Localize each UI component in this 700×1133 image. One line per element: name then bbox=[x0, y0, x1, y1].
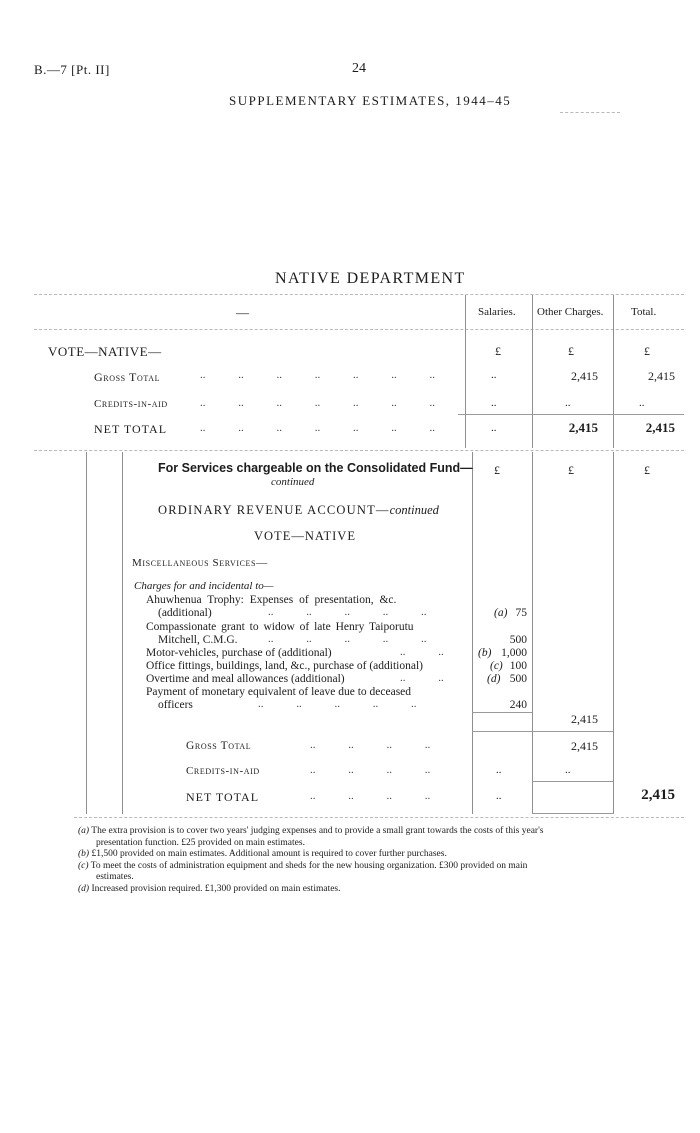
summary-net-total-label: NET TOTAL bbox=[94, 422, 168, 436]
currency-salaries: £ bbox=[495, 344, 501, 358]
footnote-mark: (a) bbox=[78, 826, 90, 836]
summary-gross-total-label: Gross Total bbox=[94, 370, 161, 384]
footnote-mark: (d) bbox=[78, 883, 90, 894]
leader-dots: .. .. .. .. .. .. .. bbox=[200, 369, 435, 381]
leader-dots: .. .. .. .. bbox=[310, 764, 431, 776]
vote-label: VOTE—NATIVE— bbox=[48, 344, 162, 359]
table-top-rule bbox=[34, 294, 684, 295]
vote-heading: VOTE—NATIVE bbox=[254, 529, 356, 543]
summary-credits-total: .. bbox=[639, 397, 645, 409]
leader-dots: .. .. .. .. bbox=[310, 739, 431, 751]
leader-dots: .. .. bbox=[400, 672, 444, 684]
leader-dots: .. .. .. .. .. .. .. bbox=[200, 397, 435, 409]
page-number: 24 bbox=[352, 61, 366, 76]
running-title: SUPPLEMENTARY ESTIMATES, 1944–45 bbox=[229, 93, 512, 108]
detail-outer-left-border bbox=[86, 452, 87, 814]
item-compassionate-grant: Compassionate grant to widow of late Henry Taiporutu bbox=[146, 621, 414, 633]
document-reference: B.—7 [Pt. II] bbox=[34, 62, 110, 77]
summary-bottom-rule bbox=[34, 450, 684, 451]
detail-heading-continued: continued bbox=[271, 476, 315, 488]
section-heading: Miscellaneous Services— bbox=[132, 557, 268, 569]
items-subtotal: 2,415 bbox=[571, 712, 598, 726]
leader-dots: .. .. .. .. bbox=[310, 790, 431, 802]
summary-net-other: 2,415 bbox=[568, 420, 598, 435]
footnote-c bbox=[78, 861, 688, 873]
detail-net-salaries: .. bbox=[496, 790, 502, 802]
footnote-text: Increased provision required. £1,300 provided on main estimates. bbox=[91, 883, 341, 894]
leader-dots: .. .. bbox=[400, 646, 444, 658]
summary-credits-salaries: .. bbox=[491, 397, 497, 409]
leader-dots: .. .. .. .. .. .. .. bbox=[200, 422, 435, 434]
column-header-other-charges: Other Charges. bbox=[537, 306, 604, 318]
net-total-rule-upper bbox=[532, 781, 613, 782]
detail-currency-other: £ bbox=[568, 463, 574, 477]
footnote-ref-a: (a) bbox=[494, 607, 508, 619]
item-amount: 500 bbox=[509, 634, 527, 646]
currency-other: £ bbox=[568, 344, 574, 358]
column-header-total: Total. bbox=[631, 306, 657, 318]
account-heading-text: ORDINARY REVENUE ACCOUNT— bbox=[158, 503, 390, 517]
detail-credits-salaries: .. bbox=[496, 764, 502, 776]
detail-divider-salaries bbox=[472, 452, 473, 814]
item-ahuwhenua-trophy-cont: (additional) bbox=[158, 607, 212, 619]
detail-divider-other bbox=[532, 452, 533, 814]
item-amount: 1,000 bbox=[501, 647, 527, 659]
detail-currency-salaries: £ bbox=[494, 463, 500, 477]
detail-credits-label: Credits-in-aid bbox=[186, 765, 260, 777]
item-motor-vehicles: Motor-vehicles, purchase of (additional) bbox=[146, 647, 332, 659]
summary-credits-label: Credits-in-aid bbox=[94, 398, 168, 410]
footnote-ref-b: (b) bbox=[478, 647, 492, 659]
table-header-rule bbox=[34, 329, 684, 330]
item-amount: 240 bbox=[509, 699, 527, 711]
item-amount: 500 bbox=[509, 673, 527, 685]
leader-dots: .. .. .. .. .. bbox=[268, 606, 427, 618]
item-compassionate-grant-cont: Mitchell, C.M.G. bbox=[158, 634, 238, 646]
item-amount: 75 bbox=[515, 607, 527, 619]
item-leave-payment-cont: officers bbox=[158, 699, 193, 711]
items-subtotal-rule bbox=[472, 712, 532, 713]
summary-credits-other: .. bbox=[565, 397, 571, 409]
footnote-ref-c: (c) bbox=[490, 660, 503, 672]
summary-net-total: 2,415 bbox=[645, 420, 675, 435]
detail-net-total: 2,415 bbox=[641, 787, 675, 803]
account-heading-continued: continued bbox=[389, 503, 439, 517]
gross-total-rule bbox=[472, 731, 613, 732]
footnote-ref-d: (d) bbox=[487, 673, 501, 685]
footnote-a bbox=[78, 826, 688, 838]
summary-gross-total: 2,415 bbox=[648, 369, 675, 383]
item-office-fittings: Office fittings, buildings, land, &c., purchase of (additional) bbox=[146, 660, 423, 672]
header-rule bbox=[560, 112, 620, 113]
footnote-text: To meet the costs of administration equipment and sheds for the new housing organization. £300 provided on main bbox=[90, 860, 528, 871]
detail-net-total-label: NET TOTAL bbox=[186, 790, 260, 804]
footnote-text: The extra provision is to cover two years' judging expenses and to provide a small grant towards the costs of this year's bbox=[91, 826, 544, 836]
detail-heading: For Services chargeable on the Consolidated Fund— bbox=[158, 461, 473, 475]
currency-total: £ bbox=[644, 344, 650, 358]
summary-subtotal-rule bbox=[458, 414, 684, 415]
footnote-b bbox=[78, 849, 688, 861]
footnote-d bbox=[78, 884, 688, 896]
net-total-rule-lower bbox=[532, 813, 613, 814]
department-title: NATIVE DEPARTMENT bbox=[275, 270, 466, 287]
summary-gross-salaries: .. bbox=[491, 369, 497, 381]
footnote-mark: (b) bbox=[78, 849, 90, 859]
leader-dots: .. .. .. .. .. bbox=[258, 698, 417, 710]
detail-bottom-rule bbox=[74, 817, 684, 818]
footnotes bbox=[78, 826, 688, 895]
detail-credits-other: .. bbox=[565, 764, 571, 776]
footnote-mark: (c) bbox=[78, 860, 89, 871]
summary-gross-other: 2,415 bbox=[571, 369, 598, 383]
detail-currency-total: £ bbox=[644, 463, 650, 477]
column-divider-other bbox=[532, 295, 533, 448]
item-leave-payment: Payment of monetary equivalent of leave due to deceased bbox=[146, 686, 412, 698]
column-header-particulars: — bbox=[236, 305, 249, 320]
item-amount: 100 bbox=[509, 660, 527, 672]
detail-gross-total: 2,415 bbox=[571, 739, 598, 753]
summary-net-salaries: .. bbox=[491, 422, 497, 434]
footnote-c-cont: estimates. bbox=[96, 872, 134, 882]
item-overtime-allowances: Overtime and meal allowances (additional) bbox=[146, 673, 345, 685]
detail-gross-total-label: Gross Total bbox=[186, 740, 252, 752]
item-ahuwhenua-trophy: Ahuwhenua Trophy: Expenses of presentation, &c. bbox=[146, 594, 397, 606]
account-heading bbox=[158, 503, 439, 518]
column-divider-salaries bbox=[465, 295, 466, 448]
leader-dots: .. .. .. .. .. bbox=[268, 633, 427, 645]
column-header-salaries: Salaries. bbox=[478, 306, 516, 318]
detail-divider-total bbox=[613, 452, 614, 814]
footnote-text: £1,500 provided on main estimates. Additional amount is required to cover further purchases. bbox=[91, 849, 447, 859]
detail-inner-left-border bbox=[122, 452, 123, 814]
subsection-heading: Charges for and incidental to— bbox=[134, 580, 274, 592]
footnote-a-cont: presentation function. £25 provided on main estimates. bbox=[96, 837, 305, 848]
column-divider-total bbox=[613, 295, 614, 448]
